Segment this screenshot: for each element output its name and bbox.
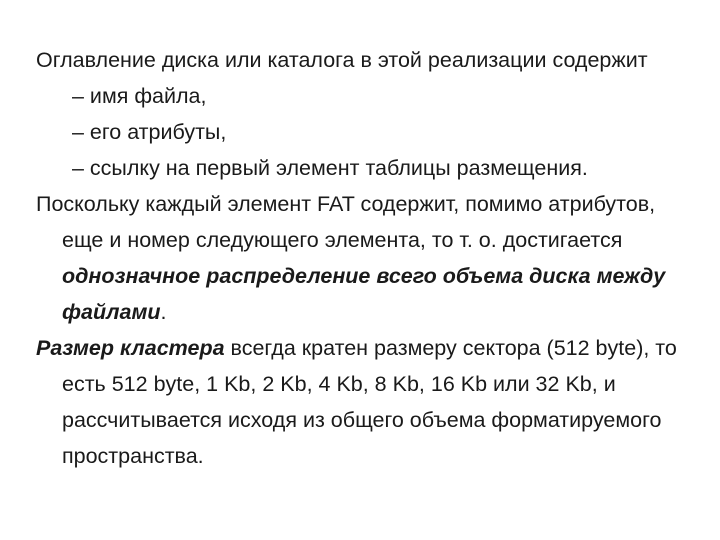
fat-paragraph [36,186,696,330]
intro-text: Оглавление диска или каталога в этой реализации содержит [36,48,648,72]
list-item-file-name [36,78,696,114]
list-item-attributes [36,114,696,150]
slide-body [36,42,696,474]
cluster-size-text: всегда кратен размеру сектора (512 byte), то есть 512 byte, 1 Kb, 2 Kb, 4 Kb, 8 Kb, 16 Kb или 32 Kb, и рассчитывается исходя из общего объема форматируемого пространства. [62,336,677,468]
list-item-text: – его атрибуты, [72,120,227,144]
cluster-size-emphasis: Размер кластера [36,336,225,360]
list-item-text: – имя файла, [72,84,207,108]
list-item-text: – ссылку на первый элемент таблицы размещения. [72,156,588,180]
cluster-size-paragraph [36,330,696,474]
fat-emphasis: однозначное распределение всего объема диска между файлами [62,264,666,324]
directory-contents-intro [36,42,696,78]
fat-text: Поскольку каждый элемент FAT содержит, помимо атрибутов, еще и номер следующего элемента, то т. о. достигается [36,192,656,252]
list-item-first-element-link [36,150,696,186]
fat-text-end: . [160,300,167,324]
